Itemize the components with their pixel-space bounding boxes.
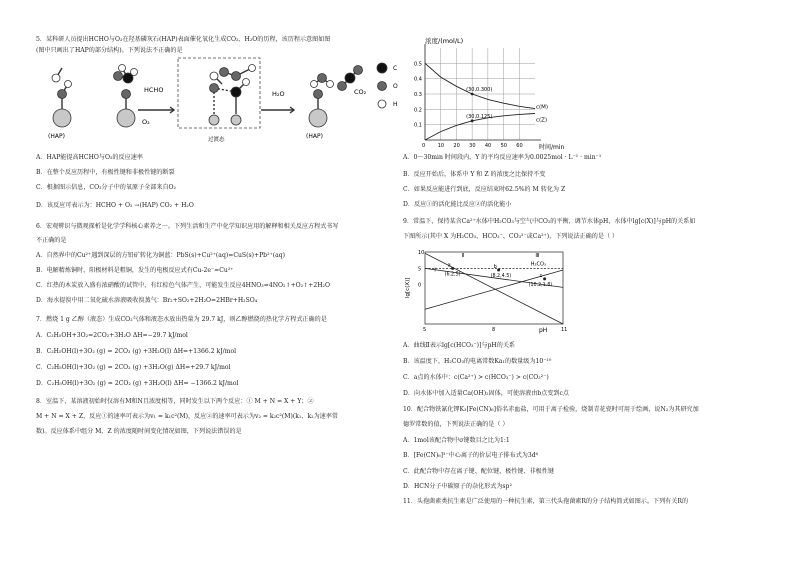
q10-option-d: D．HCN分子中碳原子的杂化形式为sp²	[403, 483, 512, 490]
q7-option-d: D．C₂H₅OH(l)+3O₂ (g) = 2CO₂ (g) +3H₂O(l) ΔH= −1366.2 kJ/mol	[36, 380, 239, 387]
q9-stem-line2: 下图所示(其中 X 为H₂CO₃、HCO₃⁻、CO₃²⁻或Ca²⁺)，下列说法正确的是（ ）	[403, 233, 619, 240]
chart1-point	[471, 119, 474, 122]
chart1-xtick-label: 20	[453, 143, 460, 149]
q10-stem-line2: 德罗常数的值，下列说法正确的是（ ）	[403, 421, 509, 428]
q11-stem: 11．头孢菌素类抗生素是广泛使用的一种抗生素，第三代头孢菌素R的分子结构简式如图示。下列有关R的	[403, 498, 689, 505]
chart1-point	[471, 93, 474, 96]
chart2-ytick-label: 10	[418, 250, 425, 256]
q8-option-c: C．如果反应能进行到底，反应结束时62.5%的 M 转化为 Z	[403, 186, 566, 193]
chart2-ytick-label: 5	[418, 266, 422, 273]
q8-stem-line2: M + N = X + Z，反应①的速率可表示为v₁ = k₁c²(M)，反应②的速率可表示为v₂ = k₂c²(M)(k₁、k₂为速率常	[36, 413, 338, 420]
chart1-ytick-label: 0.2	[414, 107, 422, 114]
chart2-point-label: c	[539, 272, 543, 279]
q7-option-c: C．C₂H₅OH(l)+3O₂ (g) = 2CO₂ (g) +3H₂O(g) ΔH=+29.7 kJ/mol	[36, 364, 231, 371]
chart1-annotation: (30,0.300)	[466, 87, 493, 93]
chart1-ytick-label: 0.3	[414, 92, 422, 98]
chart2-point-c	[543, 277, 546, 280]
chart1-ytick-label: 0.1	[414, 122, 422, 129]
q9-option-c: C．a点的水体中：c(Ca²⁺) > c(HCO₃⁻) > c(CO₃²⁻)	[403, 374, 549, 381]
q10-option-a: A．1mol该配合物中σ键数目之比为1:1	[403, 437, 510, 444]
chart1-ylabel: 浓度/(mol/L)	[425, 37, 464, 45]
chart2-xtick-label: 11	[561, 327, 568, 333]
chart1-series-line-m	[425, 63, 535, 108]
q6-stem-line2: 不正确的是	[36, 237, 67, 244]
chart2-point-a	[451, 267, 454, 270]
chart2-xtick-label: 8	[492, 327, 496, 333]
legend-o-label: O	[393, 83, 398, 90]
q6-stem-line1: 6．宏观辨识与微观探析是化学学科核心素养之一。下列生活和生产中化学知识应用的解释和相关反应方程式书写	[36, 223, 339, 230]
chart1-xtick-label: 0	[422, 143, 426, 149]
transition-state-label: 过渡态	[208, 137, 225, 143]
q5-option-d: D．该反应可表示为：HCHO + O₂ →(HAP) CO₂ + H₂O	[36, 202, 194, 209]
q6-option-a: A．自然界中的Cu²⁺遇到深层的方铅矿转化为铜蓝：PbS(s)+Cu²⁺(aq)=CuS(s)+Pb²⁺(aq)	[36, 252, 286, 259]
chart1-xtick-label: 30	[469, 143, 476, 149]
chart1-series-label: c(Z)	[536, 117, 548, 124]
chart2-curve-label: Ⅲ	[535, 252, 540, 259]
q10-option-c: C．此配合物中存在离子键、配位键、极性键、非极性键	[403, 468, 554, 475]
q5-stem-line2: (图中只画出了HAP的部分结构)。下列说法不正确的是	[36, 47, 183, 54]
q5-option-b: B．在整个反应历程中，有极性键和非极性键的断裂	[36, 169, 175, 176]
legend-h-label: H	[393, 101, 398, 108]
chart1-xtick-label: 10	[437, 143, 445, 149]
q5-stem-line1: 5．某科研人员提出HCHO与O₂在羟基磷灰石(HAP)表面催化氧化生成CO₂、H₂O的历程，该历程示意图如图	[36, 36, 331, 43]
chart2-ytick-label: 0	[418, 282, 422, 289]
chart1-xtick-label: 40	[484, 143, 492, 149]
legend-c-label: C	[393, 65, 398, 72]
q8-option-d: D．反应①的活化能比反应②的活化能小	[403, 201, 512, 208]
q8-stem-line1: 8．室温下，某溶液初始时仅溶有M和N且浓度相等，同时发生以下两个反应：① M + N = X + Y；②	[36, 398, 314, 405]
h2o-label: H₂O	[272, 90, 285, 98]
hap-label-1: (HAP)	[48, 133, 65, 140]
q9-option-a: A．曲线Ⅱ表示lg[c(HCO₃⁻)]与pH的关系	[403, 342, 516, 349]
chart1-xlabel: 时间/min	[539, 144, 565, 151]
q10-option-b: B．[Fe(CN)₆]³⁻中心离子的价层电子排布式为3d⁶	[403, 452, 539, 459]
hap-label-2: (HAP)	[306, 133, 323, 140]
chart2-xtick-label: 5	[423, 327, 427, 333]
chart2-xlabel: pH	[539, 327, 548, 334]
q9-option-b: B．该温度下，H₂CO₃的电离常数Ka₁的数量级为10⁻¹⁰	[403, 358, 552, 365]
co2-label: CO₂	[354, 88, 367, 96]
chart2-h2co3-label: H₂CO₃	[530, 261, 547, 268]
chart1-ytick-label: 0.5	[414, 61, 422, 68]
q6-option-b: B．电解精炼铜时，阳极材料是粗铜，发生的电极反应式有Cu-2e⁻=Cu²⁺	[36, 267, 234, 274]
chart2-point-label: a	[447, 262, 451, 269]
q8-option-a: A．0～30min 时间段内，Y 的平均反应速率为0.0025mol · L⁻¹ · min⁻¹	[403, 154, 602, 161]
q5-option-a: A．HAP能提高HCHO与O₂的反应速率	[36, 154, 143, 161]
o2-label: O₂	[142, 118, 150, 126]
chart2-curve-label: Ⅰ	[434, 267, 436, 274]
q7-option-a: A．C₂H₅OH+3O₂=2CO₂+3H₂O ΔH=−29.7 kJ/mol	[36, 332, 188, 339]
lgc-ph-chart	[403, 246, 573, 338]
chart2-annotation: (6.2,5)	[444, 272, 461, 278]
q5-option-c: C．根据图示信息，CO₂分子中的氧原子全部来自O₂	[36, 184, 176, 191]
chart1-annotation: (30,0.125)	[466, 113, 493, 120]
chart2-annotation: (8.2,4.5)	[490, 274, 512, 279]
chart2-point-label: b	[493, 264, 497, 270]
chart2-ylabel: lg[c(X)]	[405, 277, 411, 298]
q9-option-d: D．向水体中加入适量Ca(OH)₂固体，可使溶液由b点变到c点	[403, 390, 569, 397]
q9-stem-line1: 9．常温下，保持某含Ca²⁺水体中H₂CO₃与空气中CO₂的平衡，调节水体pH，水体中lg[c(X)]与pH的关系如	[403, 218, 696, 225]
chart1-xtick-label: 60	[516, 143, 523, 149]
q6-option-c: C．红热的木炭放入盛有浓硝酸的试管中，有红棕色气体产生，可能发生反应4HNO₃=4NO₂↑+O₂↑+2H₂O	[36, 282, 330, 289]
q10-stem-line1: 10．配合物铁氰化钾K₃[Fe(CN)₆]俗名赤血盐，可用于离子检验，烧制青花瓷时可用于绘画，说N₂为其研究加	[403, 406, 699, 413]
concentration-time-chart	[403, 36, 573, 152]
chart2-curve-label: Ⅱ	[461, 252, 465, 259]
q8-stem-line3: 数)。反应体系中组分 M、Z 的浓度随时间变化情况如图，下列说法错误的是	[36, 428, 242, 435]
chart2-point-b	[497, 269, 500, 272]
q7-option-b: B．C₂H₅OH(l)+3O₂ (g) = 2CO₂ (g) +3H₂O(l) ΔH=+1366.2 kJ/mol	[36, 348, 237, 355]
q5-reaction-diagram	[36, 56, 396, 146]
q6-option-d: D．海水提溴中用二氧化硫水溶液吸收溴蒸气：Br₂+SO₂+2H₂O=2HBr+H₂SO₄	[36, 297, 258, 304]
chart1-series-label: c(M)	[536, 104, 549, 111]
q7-stem: 7．燃烧 1 g 乙醇（液态）生成CO₂气体和液态水放出热量为 29.7 kJ，则乙醇燃烧的热化学方程式正确的是	[36, 316, 327, 323]
hcho-label: HCHO	[144, 86, 164, 94]
chart2-annotation: (10.2,1.8)	[528, 282, 553, 288]
chart1-xtick-label: 50	[500, 143, 507, 149]
chart1-ytick-label: 0.4	[414, 76, 422, 83]
q8-option-b: B．反应开始后，体系中 Y 和 Z 的浓度之比保持不变	[403, 171, 546, 178]
